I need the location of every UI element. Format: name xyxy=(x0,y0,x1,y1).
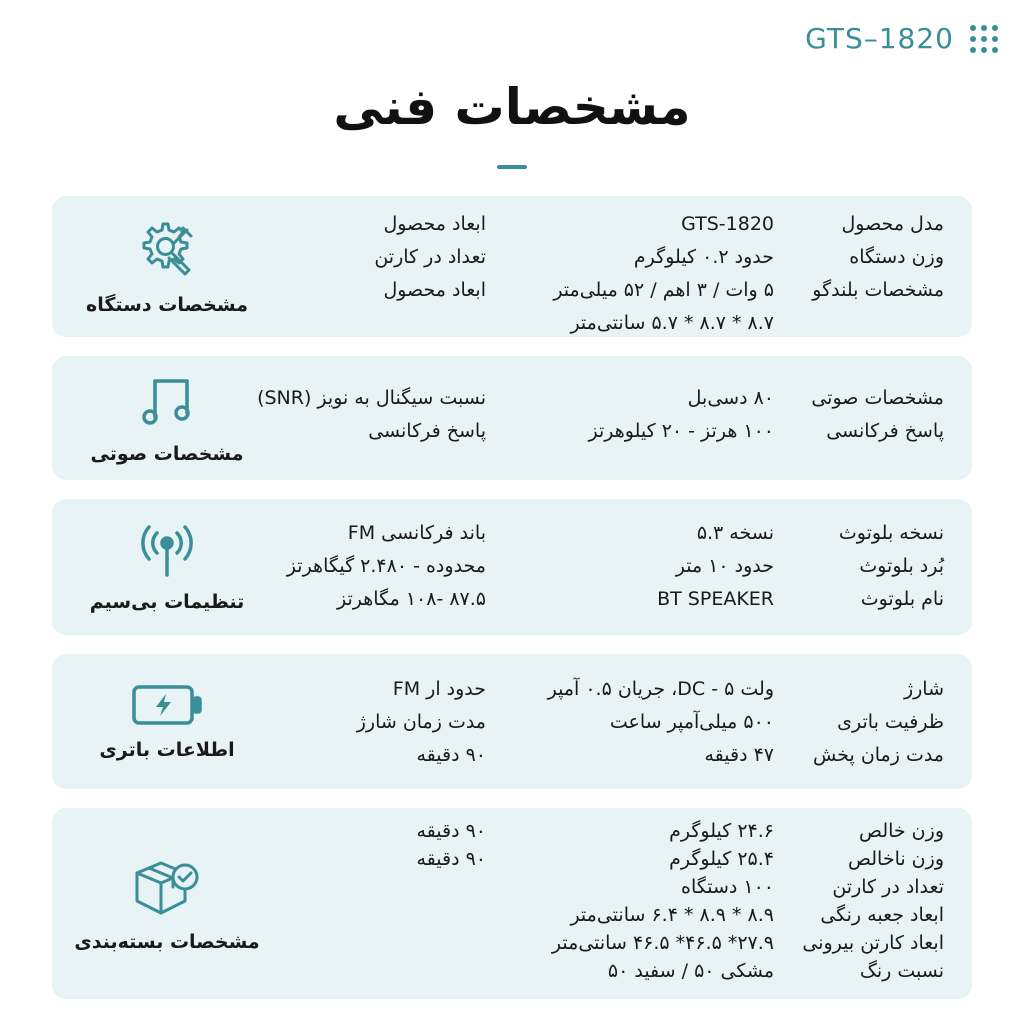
section-badge xyxy=(52,654,282,789)
spec-values xyxy=(657,517,774,616)
spec-value: ۸۰ دسی‌بل xyxy=(687,387,774,409)
spec-label: وزن دستگاه xyxy=(849,246,944,268)
spec-labels xyxy=(812,208,944,307)
spec-value: ۲۵.۴ کیلوگرم xyxy=(669,848,774,870)
music-note-icon xyxy=(137,371,197,431)
spec-extra: باند فرکانسی FM xyxy=(347,522,486,544)
spec-values xyxy=(552,817,774,985)
section-badge xyxy=(52,808,282,999)
spec-value: حدود ۱۰ متر xyxy=(675,555,774,577)
spec-extra: ۹۰ دقیقه xyxy=(416,848,486,870)
battery-charging-icon xyxy=(131,683,203,727)
section-packaging-specs xyxy=(52,808,972,999)
spec-value: حدود ۰.۲ کیلوگرم xyxy=(633,246,774,268)
spec-value: ۸.۷ * ۸.۷ * ۵.۷ سانتی‌متر xyxy=(570,312,774,334)
spec-label: نسبت رنگ xyxy=(859,960,944,982)
spec-value: ۵۰۰ میلی‌آمپر ساعت xyxy=(609,711,774,733)
section-badge-label: تنظیمات بی‌سیم xyxy=(89,591,245,613)
spec-extra: ابعاد محصول xyxy=(383,213,486,235)
spec-extra: محدوده - ۲.۴۸۰ گیگاهرتز xyxy=(286,555,486,577)
spec-label: وزن ناخالص xyxy=(847,848,944,870)
page-title: مشخصات فنی xyxy=(333,78,691,136)
section-badge xyxy=(52,356,282,480)
spec-label: نسخه بلوتوث xyxy=(838,522,944,544)
package-check-icon xyxy=(131,855,203,919)
spec-value: GTS-1820 xyxy=(681,213,774,235)
spec-label: شارژ xyxy=(903,678,944,700)
spec-labels xyxy=(813,673,944,772)
spec-values xyxy=(589,382,775,448)
spec-label: تعداد در کارتن xyxy=(832,876,944,898)
spec-extra: نسبت سیگنال به نویز (SNR) xyxy=(257,387,486,409)
brand-header xyxy=(805,22,998,55)
spec-value: ۱۰۰ هرتز - ۲۰ کیلوهرتز xyxy=(588,420,774,442)
section-badge-label: مشخصات صوتی xyxy=(90,443,244,465)
spec-value: ۵ وات / ۳ اهم / ۵۲ میلی‌متر xyxy=(553,279,774,301)
grid-dots-icon[interactable] xyxy=(970,25,998,53)
spec-label: ابعاد جعبه رنگی xyxy=(820,904,944,926)
spec-extra: مدت زمان شارژ xyxy=(356,711,486,733)
spec-labels xyxy=(802,817,944,985)
section-audio-specs xyxy=(52,356,972,480)
spec-value: ۲۷.۹* ۴۶.۵* ۴۶.۵ سانتی‌متر xyxy=(551,932,774,954)
spec-label: وزن خالص xyxy=(859,820,944,842)
spec-labels xyxy=(811,382,944,448)
spec-label: مدل محصول xyxy=(841,213,944,235)
spec-label: نام بلوتوث xyxy=(860,588,944,610)
section-badge xyxy=(52,196,282,337)
section-badge-label: مشخصات بسته‌بندی xyxy=(74,930,260,953)
section-device-specs xyxy=(52,196,972,337)
spec-values xyxy=(553,208,774,340)
spec-label: مدت زمان پخش xyxy=(813,744,944,766)
spec-label: پاسخ فرکانسی xyxy=(826,420,944,442)
spec-value: ۸.۹ * ۸.۹ * ۶.۴ سانتی‌متر xyxy=(570,904,774,926)
spec-extras xyxy=(287,517,486,616)
spec-extras xyxy=(357,673,486,772)
spec-label: بُرد بلوتوث xyxy=(859,555,944,577)
section-battery-info xyxy=(52,654,972,789)
spec-label: ظرفیت باتری xyxy=(837,711,944,733)
section-wireless-settings xyxy=(52,499,972,635)
spec-label: مشخصات بلندگو xyxy=(812,279,944,301)
spec-label: مشخصات صوتی xyxy=(811,387,944,409)
spec-extra: ابعاد محصول xyxy=(383,279,486,301)
spec-extras xyxy=(416,817,486,873)
spec-extra: ۹۰ دقیقه xyxy=(416,744,486,766)
spec-extra: حدود ار FM xyxy=(392,678,486,700)
title-divider xyxy=(497,165,527,169)
spec-label: ابعاد کارتن بیرونی xyxy=(802,932,944,954)
spec-value: ۱۰۰ دستگاه xyxy=(680,876,774,898)
spec-value: مشکی ۵۰ / سفید ۵۰ xyxy=(607,960,774,982)
spec-value: ۲۴.۶ کیلوگرم xyxy=(669,820,774,842)
spec-value: ۴۷ دقیقه xyxy=(704,744,774,766)
spec-value: BT SPEAKER xyxy=(657,588,774,610)
spec-labels xyxy=(839,517,944,616)
spec-extras xyxy=(374,208,486,307)
model-code: GTS–1820 xyxy=(805,22,954,55)
section-badge xyxy=(52,499,282,635)
section-badge-label: مشخصات دستگاه xyxy=(86,293,248,316)
spec-extra: ۸۷.۵ -۱۰۸ مگاهرتز xyxy=(337,588,486,610)
section-badge-label: اطلاعات باتری xyxy=(99,738,235,761)
spec-extras xyxy=(257,382,486,448)
spec-values xyxy=(548,673,774,772)
spec-value: نسخه ۵.۳ xyxy=(696,522,774,544)
spec-extra: ۹۰ دقیقه xyxy=(416,820,486,842)
spec-value: ولت DC - ۵، جریان ۰.۵ آمپر xyxy=(547,678,774,700)
wireless-antenna-icon xyxy=(135,521,199,579)
spec-extra: پاسخ فرکانسی xyxy=(368,420,486,442)
spec-extra: تعداد در کارتن xyxy=(374,246,486,268)
gear-tools-icon xyxy=(135,218,199,282)
